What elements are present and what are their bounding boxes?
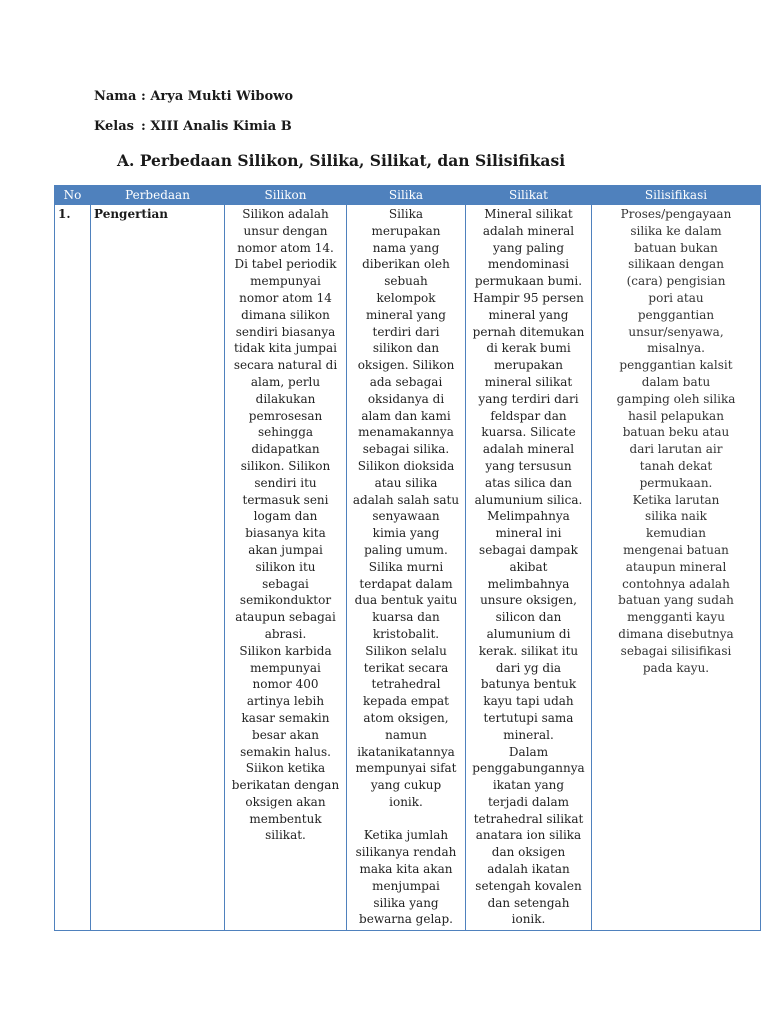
comparison-table <box>54 185 761 931</box>
header-no: No <box>55 186 91 205</box>
header-perbedaan: Perbedaan <box>91 186 225 205</box>
class-value: : XIII Analis Kimia B <box>141 119 292 134</box>
student-class-line <box>94 119 292 134</box>
header-silikat: Silikat <box>466 186 592 205</box>
cell-no: 1. <box>55 205 91 931</box>
cell-silikon: Silikon adalah unsur dengan nomor atom 14. Di tabel periodik mempunyai nomor atom 14 dimana silikon sendiri biasanya tidak kita jumpai secara natural di alam, perlu dilakukan pemrosesan sehingga didapatkan silikon. Silikon sendiri itu termasuk seni logam dan biasanya kita akan jumpai silikon itu sebagai semikonduktor ataupun sebagai abrasi. Silikon karbida mempunyai nomor 400 artinya lebih kasar semakin besar akan semakin halus. Siikon ketika berikatan dengan oksigen akan membentuk silikat. <box>225 205 347 931</box>
header-silika: Silika <box>347 186 466 205</box>
cell-silisifikasi: Proses/pengayaan silika ke dalam batuan bukan silikaan dengan (cara) pengisian pori atau penggantian unsur/senyawa, misalnya. penggantian kalsit dalam batu gamping oleh silika hasil pelapukan batuan beku atau dari larutan air tanah dekat permukaan. Ketika larutan silika naik kemudian mengenai batuan ataupun mineral contohnya adalah batuan yang sudah mengganti kayu dimana disebutnya sebagai silisifikasi pada kayu. <box>592 205 761 931</box>
name-label: Nama <box>94 89 137 104</box>
student-name-line <box>94 89 293 104</box>
header-silikon: Silikon <box>225 186 347 205</box>
section-title: A. Perbedaan Silikon, Silika, Silikat, dan Silisifikasi <box>117 151 566 170</box>
cell-silika: Silika merupakan nama yang diberikan oleh sebuah kelompok mineral yang terdiri dari silikon dan oksigen. Silikon ada sebagai oksidanya di alam dan kami menamakannya sebagai silika. Silikon dioksida atau silika adalah salah satu senyawaan kimia yang paling umum. Silika murni terdapat dalam dua bentuk yaitu kuarsa dan kristobalit. Silikon selalu terikat secara tetrahedral kepada empat atom oksigen, namun ikatanikatannya mempunyai sifat yang cukup ionik. Ketika jumlah silikanya rendah maka kita akan menjumpai silika yang bewarna gelap. <box>347 205 466 931</box>
table-header-row <box>55 186 761 205</box>
name-value: : Arya Mukti Wibowo <box>141 89 294 104</box>
table-row <box>55 205 761 931</box>
cell-perbedaan: Pengertian <box>91 205 225 931</box>
header-silisifikasi: Silisifikasi <box>592 186 761 205</box>
cell-silikat: Mineral silikat adalah mineral yang paling mendominasi permukaan bumi. Hampir 95 persen mineral yang pernah ditemukan di kerak bumi merupakan mineral silikat yang terdiri dari feldspar dan kuarsa. Silicate adalah mineral yang tersusun atas silica dan alumunium silica. Melimpahnya mineral ini sebagai dampak akibat melimbahnya unsure oksigen, silicon dan alumunium di kerak. silikat itu dari yg dia batunya bentuk kayu tapi udah tertutupi sama mineral. Dalam penggabungannya ikatan yang terjadi dalam tetrahedral silikat anatara ion silika dan oksigen adalah ikatan setengah kovalen dan setengah ionik. <box>466 205 592 931</box>
class-label: Kelas <box>94 119 134 134</box>
